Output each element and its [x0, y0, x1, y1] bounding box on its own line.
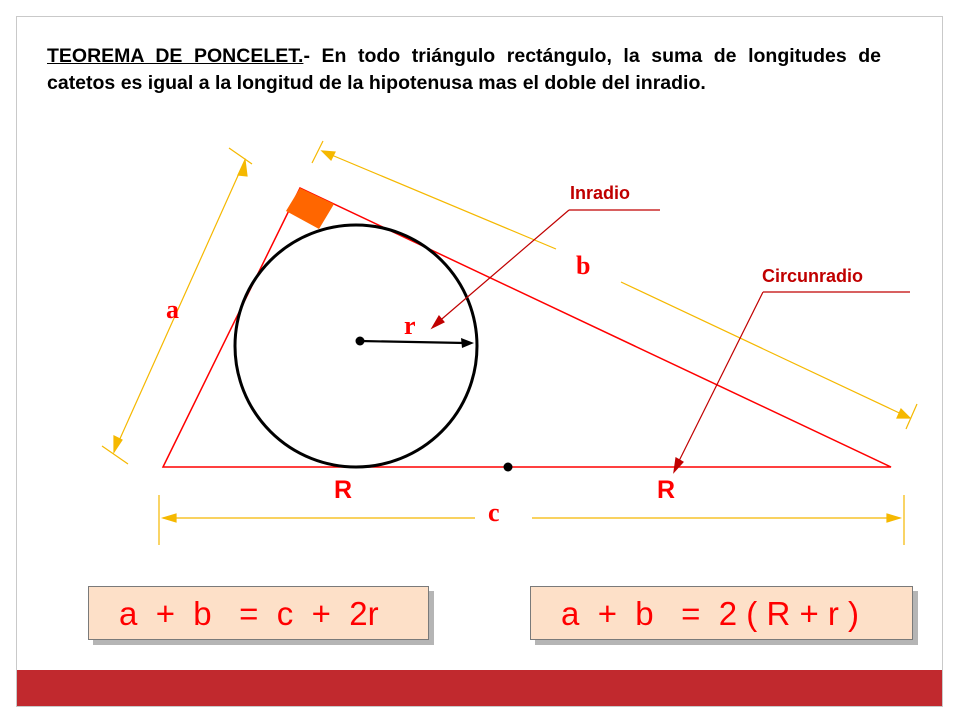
theorem-text: - En todo triángulo rectángulo, la suma de longitudes de catetos es igual a la longitud de la hipotenusa mas el doble del inradio. [47, 45, 881, 94]
label-R-left: R [334, 476, 353, 504]
label-b: b [576, 251, 591, 280]
label-c: c [488, 498, 500, 527]
inradio-callout [432, 210, 660, 328]
formula-incircle: a + b = c + 2r [88, 586, 429, 640]
label-a: a [166, 295, 179, 324]
dimension-c [159, 495, 904, 545]
theorem-heading: TEOREMA DE PONCELET. [47, 45, 304, 67]
inradius-arrow [360, 338, 474, 348]
label-R-right: R [657, 476, 676, 504]
right-angle-mark [286, 188, 334, 229]
right-triangle [163, 188, 891, 467]
label-r: r [404, 311, 416, 340]
incircle [235, 225, 477, 467]
label-circunradio: Circunradio [762, 266, 864, 286]
formula-circumcircle: a + b = 2 ( R + r ) [530, 586, 913, 640]
bottom-bar [17, 670, 942, 706]
label-inradio: Inradio [570, 183, 631, 203]
circumcenter-point [504, 463, 513, 472]
